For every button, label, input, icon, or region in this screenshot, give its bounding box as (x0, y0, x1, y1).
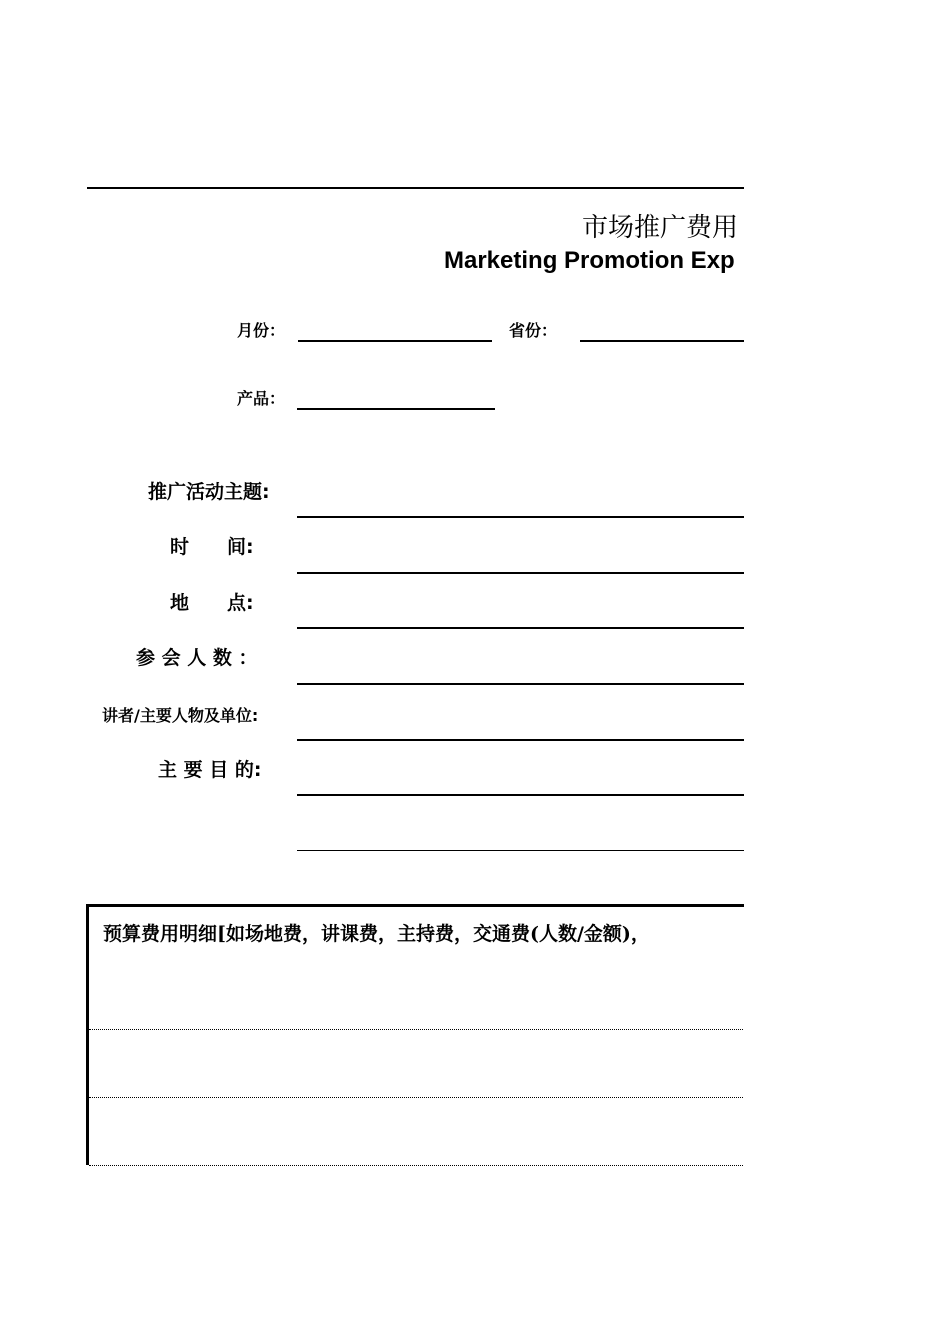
budget-line-2[interactable] (89, 1097, 744, 1098)
month-field[interactable] (298, 340, 492, 342)
row-label-speakers: 讲者/主要人物及单位: (102, 706, 259, 725)
row-label-theme: 推广活动主题: (148, 481, 270, 503)
budget-line-1[interactable] (89, 1029, 744, 1030)
row-label-purpose: 主 要 目 的: (158, 759, 262, 781)
time-field[interactable] (297, 572, 744, 574)
form-title-cn: 市场推广费用 (582, 213, 739, 243)
product-field[interactable] (297, 408, 495, 410)
product-label: 产品： (237, 389, 286, 408)
purpose-field[interactable] (297, 794, 744, 796)
form-title-en: Marketing Promotion Exp (444, 247, 735, 274)
attendees-field[interactable] (297, 683, 744, 685)
province-label: 省份： (509, 321, 558, 340)
row-label-attendees: 参 会 人 数 ： (136, 647, 258, 669)
theme-field[interactable] (297, 516, 744, 518)
location-field[interactable] (297, 627, 744, 629)
row-label-location: 地 点: (170, 592, 254, 614)
top-rule (87, 187, 744, 189)
budget-line-3[interactable] (89, 1165, 744, 1166)
purpose-field-continued[interactable] (297, 850, 744, 851)
budget-title: 预算费用明细[如场地费，讲课费，主持费，交通费(人数/金额)， (103, 923, 650, 945)
month-label: 月份： (237, 321, 286, 340)
province-field[interactable] (580, 340, 744, 342)
speakers-field[interactable] (297, 739, 744, 741)
row-label-time: 时 间: (170, 536, 254, 558)
